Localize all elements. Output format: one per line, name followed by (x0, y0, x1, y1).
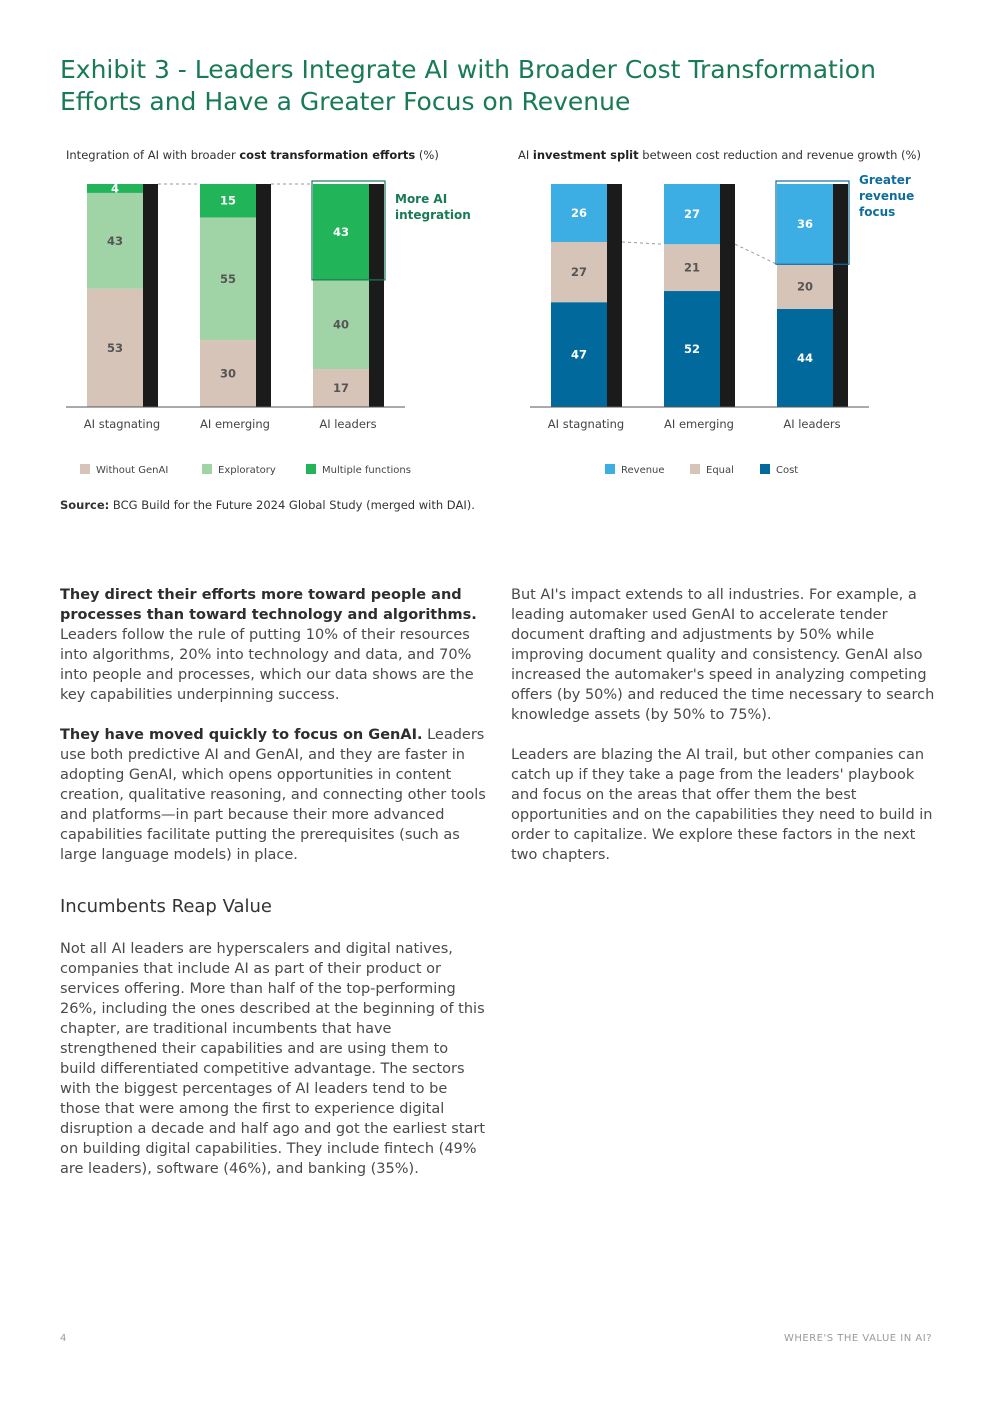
tick-label: AI leaders (319, 417, 377, 431)
footer-doc-title: WHERE'S THE VALUE IN AI? (783, 1333, 932, 1344)
data-label: 55 (219, 271, 237, 286)
data-label: 36 (796, 217, 814, 232)
data-label: 40 (332, 317, 350, 332)
chart-investment-split (512, 148, 932, 483)
legend-label: Multiple functions (322, 465, 411, 476)
chart-title: Integration of AI with broader cost transformation efforts (%) (66, 148, 439, 162)
data-label: 53 (106, 340, 124, 355)
legend-label: Cost (776, 465, 799, 476)
tick-label: AI emerging (664, 417, 734, 431)
data-label: 4 (110, 181, 120, 196)
legend-swatch-exploratory (202, 464, 212, 474)
data-label: 30 (219, 366, 237, 381)
paragraph: Not all AI leaders are hyperscalers and digital natives, companies that include AI as part of their product or services offering. More than half of the top-performing 26%, including the ones described at the beginning of this chapter, are traditional incumbents that have strengthened their capabilities and are using them to build differentiated competitive advantage. The sectors with the biggest percentages of AI leaders tend to be those that were among the first to experience digital disruption a decade and half ago and got the earliest start on building digital capabilities. They include fintech (49% are leaders), software (46%), and banking (35%). (60, 941, 486, 1177)
data-label: 26 (570, 205, 588, 220)
legend-swatch-equal (690, 464, 700, 474)
data-label: 27 (570, 265, 588, 280)
legend-swatch-without-genai (80, 464, 90, 474)
paragraph: Leaders are blazing the AI trail, but other companies can catch up if they take a page from the leaders' playbook and focus on the areas that offer them the best opportunities and on the capabilities they need to build in order to capitalize. We explore these factors in the next two chapters. (511, 747, 933, 863)
body-right-column (511, 585, 935, 885)
data-label: 15 (219, 193, 237, 208)
chart-title: AI investment split between cost reduction and revenue growth (%) (518, 148, 921, 162)
legend-swatch-revenue (605, 464, 615, 474)
bar-shadow-ai-leaders (369, 184, 384, 407)
data-label: 20 (796, 279, 814, 294)
tick-label: AI stagnating (547, 417, 625, 431)
chart-svg (60, 148, 471, 483)
data-label: 43 (106, 233, 124, 248)
legend-label: Revenue (621, 465, 665, 476)
paragraph: But AI's impact extends to all industries. For example, a leading automaker used GenAI to accelerate tender document drafting and adjustments by 50% while improving document quality and consistency. GenAI also increased the automaker's speed in analyzing competing offers (by 50%) and reduced the time necessary to search knowledge assets (by 50% to 75%). (511, 587, 935, 723)
annotation-text: More AI (395, 192, 448, 206)
connector-line (735, 244, 777, 264)
paragraph-lead: They have moved quickly to focus on GenAI. (60, 727, 423, 743)
data-label: 27 (683, 207, 701, 222)
bar-shadow-ai-emerging (256, 184, 271, 407)
legend-label: Equal (706, 465, 734, 476)
data-label: 17 (332, 381, 350, 396)
paragraph-lead: They direct their efforts more toward people and processes than toward technology and algorithms. (60, 587, 477, 623)
tick-label: AI stagnating (83, 417, 161, 431)
chart-svg (512, 148, 932, 483)
tick-label: AI emerging (200, 417, 270, 431)
data-label: 52 (683, 342, 701, 357)
data-label: 21 (683, 260, 701, 275)
data-label: 47 (570, 347, 588, 362)
annotation-text: revenue (859, 189, 915, 203)
data-label: 44 (796, 350, 814, 365)
legend-label: Without GenAI (96, 465, 169, 476)
source-note: Source: BCG Build for the Future 2024 Global Study (merged with DAI). (60, 498, 475, 512)
bar-shadow-ai-stagnating (143, 184, 158, 407)
paragraph: They direct their efforts more toward people and processes than toward technology and algorithms. Leaders follow the rule of putting 10% of their resources into algorithms, 20% into technology and data, and 70% into people and processes, which our data shows are the key capabilities underpinning success. (60, 587, 477, 703)
connector-line (622, 242, 664, 244)
bar-shadow-ai-stagnating (607, 184, 622, 407)
paragraph: They have moved quickly to focus on GenAI. Leaders use both predictive AI and GenAI, and they are faster in adopting GenAI, which opens opportunities in content creation, qualitative reasoning, and connecting other tools and platforms—in part because their more advanced capabilities facilitate putting the prerequisites (such as large language models) in place. (60, 727, 486, 863)
annotation-text: integration (395, 208, 471, 222)
legend-swatch-cost (760, 464, 770, 474)
annotation-text: focus (859, 205, 896, 219)
exhibit-title: Exhibit 3 - Leaders Integrate AI with Broader Cost Transformation Efforts and Have a Greater Focus on Revenue (60, 55, 876, 116)
section-heading: Incumbents Reap Value (60, 896, 273, 917)
legend-swatch-multiple-functions (306, 464, 316, 474)
data-label: 43 (332, 224, 350, 239)
annotation-text: Greater (859, 173, 911, 187)
chart-ai-integration (60, 148, 471, 483)
legend-label: Exploratory (218, 465, 276, 476)
page-number: 4 (60, 1333, 67, 1344)
bar-shadow-ai-leaders (833, 184, 848, 407)
body-left-column (60, 585, 488, 1199)
bar-shadow-ai-emerging (720, 184, 735, 407)
tick-label: AI leaders (783, 417, 841, 431)
